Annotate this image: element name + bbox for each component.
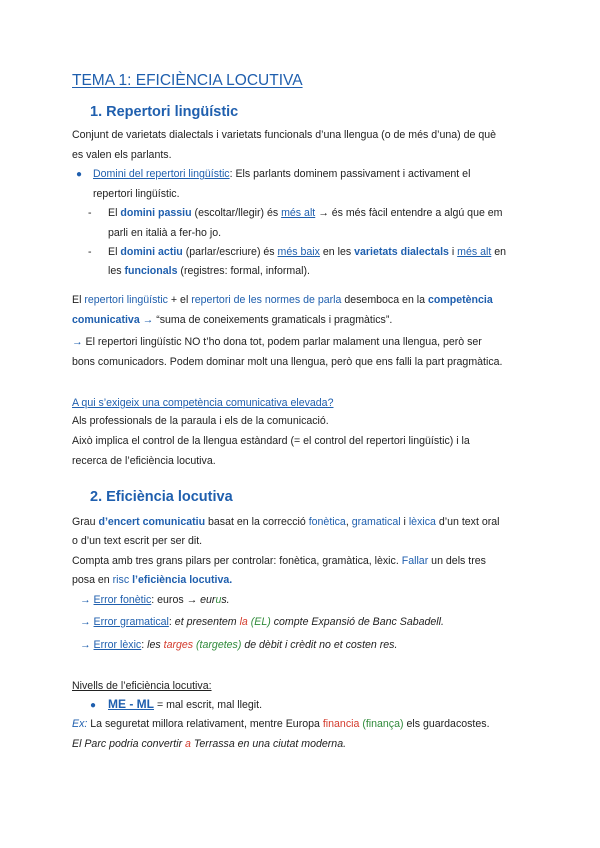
text: Grau <box>72 516 99 528</box>
text: (parlar/escriure) és <box>182 246 278 258</box>
arrow-icon: → <box>80 639 91 651</box>
text: eur <box>200 594 216 606</box>
error-lexic-line <box>80 635 397 655</box>
mes-alt-link[interactable]: més alt <box>281 207 316 219</box>
correct-form: (finança) <box>362 718 404 730</box>
arrow-icon: → <box>80 616 91 628</box>
s1-bullet-line2: repertori lingüístic. <box>93 188 180 200</box>
correct-form: (targetes) <box>196 639 242 651</box>
text: et presentem <box>174 616 240 628</box>
highlight-letter: u <box>215 594 222 606</box>
fallar-term: Fallar <box>401 555 429 567</box>
text: les <box>147 639 164 651</box>
text: de dèbit i crèdit no et costen res. <box>241 639 398 651</box>
s1-dash2-line1 <box>108 242 506 262</box>
text: d’un text oral <box>435 516 500 528</box>
section-1-heading: 1. Repertori lingüístic <box>90 104 239 120</box>
s1-answer-line2: Això implica el control de la llengua estàndard (= el control del repertori lingüístic) i la <box>72 435 470 447</box>
wrong-form: targes <box>163 639 194 651</box>
funcionals-term: funcionals <box>124 265 178 277</box>
nivells-heading: Nivells de l’eficiència locutiva: <box>72 680 212 692</box>
mes-baix-link[interactable]: més baix <box>277 246 320 258</box>
s1-intro-line2: es valen els parlants. <box>72 149 172 161</box>
error-gramatical-link[interactable]: Error gramatical <box>93 616 169 628</box>
example-line2 <box>72 734 346 754</box>
text: els guardacostes. <box>403 718 490 730</box>
s2-compta-line1 <box>72 551 486 571</box>
me-ml-term: ME - ML <box>108 697 154 711</box>
dash-marker: - <box>88 207 92 219</box>
bullet-dot: ● <box>90 700 97 711</box>
example-label: Ex: <box>72 718 88 730</box>
fonetica-term: fonètica <box>308 516 346 528</box>
mes-alt-link[interactable]: més alt <box>457 246 492 258</box>
lexica-term: lèxica <box>408 516 436 528</box>
domini-repertori-term[interactable]: Domini del repertori lingüístic <box>93 168 230 180</box>
s2-grau-line1 <box>72 512 500 532</box>
repertori-term: repertori lingüístic <box>84 294 168 306</box>
text: (escoltar/llegir) és <box>191 207 282 219</box>
text: : <box>141 639 148 651</box>
s1-para1-line1 <box>72 290 493 310</box>
example-line1 <box>72 714 490 734</box>
bullet-text: : Els parlants dominem passivament i activament el <box>229 168 471 180</box>
wrong-form: la <box>239 616 248 628</box>
text: El <box>108 246 121 258</box>
s1-para1-line2 <box>72 310 392 330</box>
domini-passiu-term: domini passiu <box>120 207 192 219</box>
section-2-heading: 2. Eficiència locutiva <box>90 489 233 505</box>
s1-answer-line3: recerca de l’eficiència locutiva. <box>72 455 216 467</box>
text: Terrassa en una ciutat moderna. <box>190 738 347 750</box>
text: El Parc podria convertir <box>72 738 186 750</box>
wrong-form: a <box>185 738 191 750</box>
text: = mal escrit, mal llegit. <box>154 699 263 711</box>
text: “suma de coneixements gramaticals i pragmàtics”. <box>153 314 393 326</box>
text: , <box>345 516 352 528</box>
eficiencia-term: l’eficiència locutiva. <box>129 574 233 586</box>
varietats-dialectals-term: varietats dialectals <box>354 246 449 258</box>
arrow-icon: → <box>80 594 91 606</box>
s1-intro-line1: Conjunt de varietats dialectals i varietats funcionals d’una llengua (o de més d’una) de què <box>72 129 497 141</box>
competencia-term: competència <box>427 294 493 306</box>
s1-answer-line1: Als professionals de la paraula i els de la comunicació. <box>72 415 329 427</box>
text: Compta amb tres grans pilars per controlar: fonètica, gramàtica, lèxic. <box>72 555 402 567</box>
s1-bullet-line1 <box>93 164 470 184</box>
arrow-icon: → <box>72 336 83 348</box>
wrong-form: financia <box>322 718 360 730</box>
text: La seguretat millora relativament, mentre Europa <box>87 718 323 730</box>
text: basat en la correcció <box>205 516 309 528</box>
question-link[interactable]: A qui s’exigeix una competència comunicativa elevada? <box>72 397 334 409</box>
text: i <box>400 516 409 528</box>
bullet-dot: ● <box>76 169 83 180</box>
text: en les <box>319 246 355 258</box>
domini-actiu-term: domini actiu <box>120 246 183 258</box>
s2-compta-line2 <box>72 570 232 590</box>
correct-form: (EL) <box>250 616 271 628</box>
text: El <box>72 294 85 306</box>
s1-dash2-line2 <box>108 261 310 281</box>
error-fonetic-line <box>80 590 230 610</box>
gramatical-term: gramatical <box>351 516 401 528</box>
text: un dels tres <box>428 555 486 567</box>
text: desemboca en la <box>341 294 428 306</box>
text: El <box>108 207 121 219</box>
text: → és més fàcil entendre a algú que em <box>315 207 503 219</box>
s1-para2-line1 <box>72 332 482 352</box>
s1-para2-line2: bons comunicadors. Podem dominar molt una llengua, però que ens falli la part pragmàtica. <box>72 356 503 368</box>
text: : <box>168 616 175 628</box>
text: : euros → <box>151 594 201 606</box>
text: compte Expansió de Banc Sabadell. <box>270 616 444 628</box>
comunicativa-term: comunicativa → <box>72 314 154 326</box>
text: i <box>448 246 458 258</box>
error-fonetic-link[interactable]: Error fonètic <box>93 594 152 606</box>
text: s. <box>221 594 230 606</box>
encert-term: d’encert comunicatiu <box>98 516 206 528</box>
error-lexic-link[interactable]: Error lèxic <box>93 639 142 651</box>
error-gramatical-line <box>80 612 444 632</box>
text: El repertori lingüístic NO t’ho dona tot, podem parlar malament una llengua, però ser <box>82 336 482 348</box>
dash-marker: - <box>88 246 92 258</box>
risc-term: risc <box>112 574 130 586</box>
me-ml-line <box>108 694 262 715</box>
s2-grau-line2: o d’un text escrit per ser dit. <box>72 535 203 547</box>
normes-parla-term: repertori de les normes de parla <box>191 294 342 306</box>
text: + el <box>167 294 192 306</box>
s1-dash1-line2: parli en italià a fer-ho jo. <box>108 227 222 239</box>
page-title: TEMA 1: EFICIÈNCIA LOCUTIVA <box>72 72 303 89</box>
s1-dash1-line1 <box>108 203 503 223</box>
text: les <box>108 265 125 277</box>
text: en <box>491 246 507 258</box>
text: (registres: formal, informal). <box>177 265 310 277</box>
text: posa en <box>72 574 113 586</box>
